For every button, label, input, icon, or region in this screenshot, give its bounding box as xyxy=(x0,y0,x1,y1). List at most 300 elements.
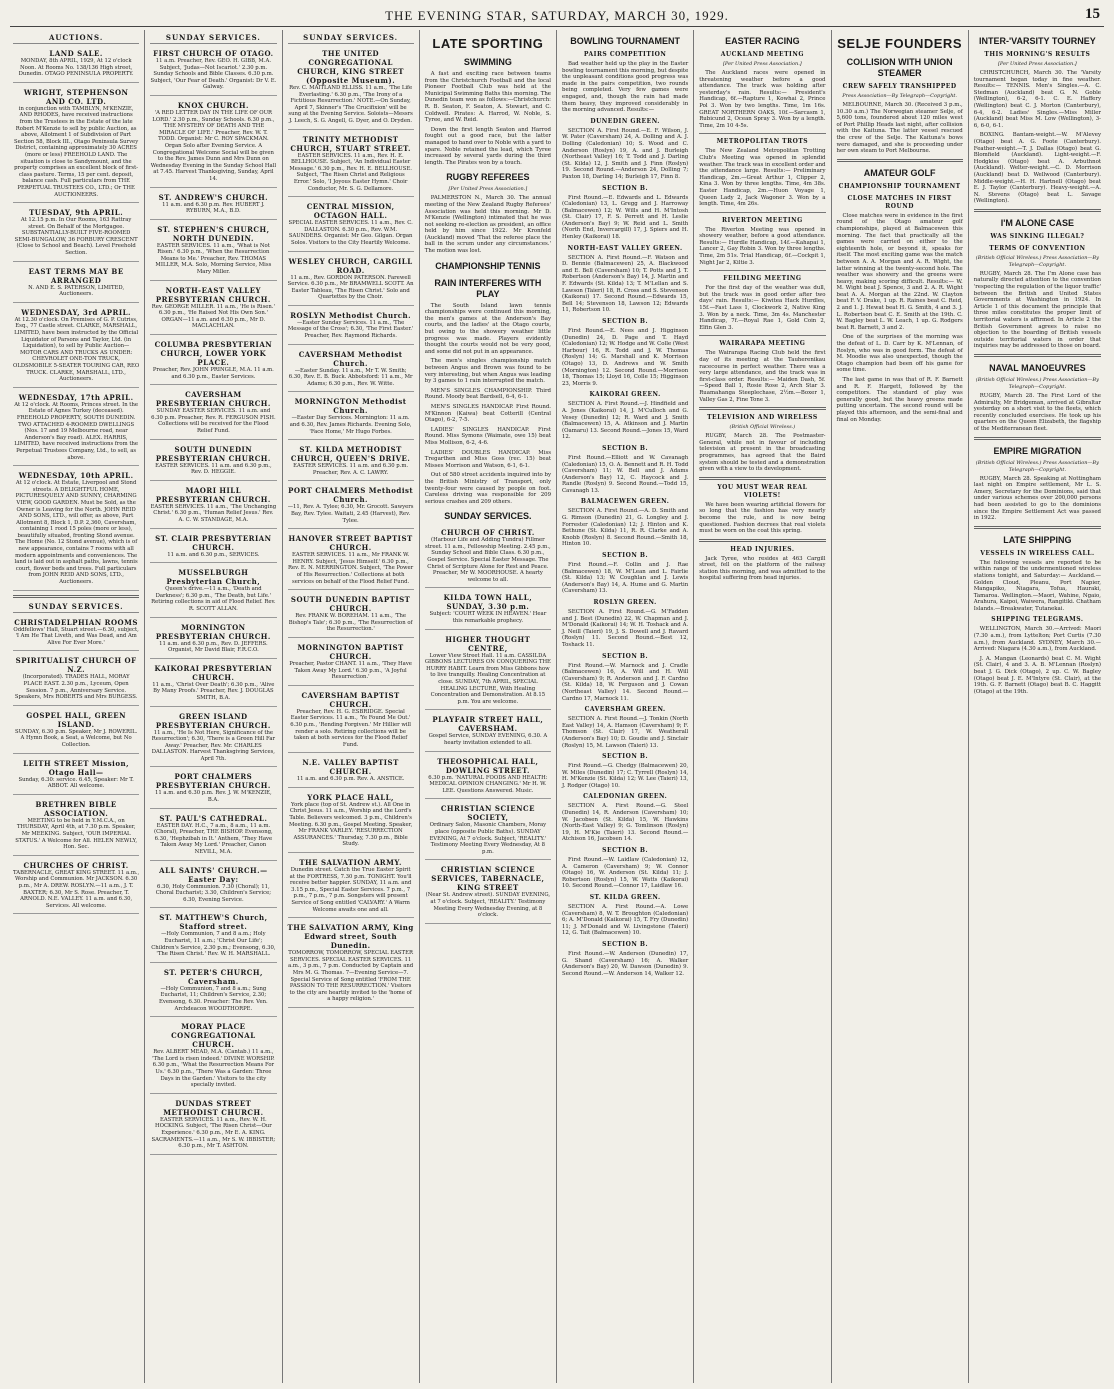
ad-title: GOSPEL HALL, GREEN ISLAND. xyxy=(26,710,126,729)
ad-body: MEETING to be held in Y.M.C.A., on THURSDAY, April 4th, at 7.30 p.m. Speaker, Mr MEEKING. Subject, 'OUR IMPERIAL STATUS.' A Welcome for All. HELEN NEWLY, Hon. Sec. xyxy=(15,817,138,851)
classified-ad xyxy=(288,199,414,251)
ad-body: 11 a.m. and 6.30 p.m. Rev. A. ANSTICE. xyxy=(296,776,405,783)
subheadline: CLOSE MATCHES IN FIRST ROUND xyxy=(847,194,952,210)
ad-body: EASTER SERVICES. 11 a.m., 'What is Not Risen.' 6.30 p.m., 'When the Resurrection Means to Me.' Preacher, Rev. THOMAS MILLER, M.A. Solo, Morning Service, Miss Mary Miller. xyxy=(155,242,272,276)
article-text: MEN'S SINGLES HANDICAP. First Round. M'Kinnon (Kaiwa) beat Cotterill (Central Otago), 6-2, 7-5. xyxy=(424,403,551,424)
classified-ad xyxy=(288,483,414,529)
ad-body: (Near St. Andrew street). SUNDAY EVENING, at 7 o'clock. Subject, 'REALITY.' Testimony Meeting Every Wednesday Evening, at 8 o'clock. xyxy=(425,892,551,919)
headline: INTER-'VARSITY TOURNEY xyxy=(979,36,1096,46)
service-ads xyxy=(288,46,414,1008)
ad-title: CHURCHES OF CHRIST. xyxy=(23,860,129,870)
classified-ad xyxy=(288,688,414,754)
ad-title: CAVERSHAM Methodist Church. xyxy=(298,349,403,368)
section-heading: SUNDAY SERVICES. xyxy=(150,33,276,44)
classified-ad xyxy=(150,863,276,909)
headline: EASTER RACING xyxy=(725,36,800,46)
green-heading: ROSLYN GREEN. xyxy=(593,599,657,606)
ad-body: Sunday, 6.30: service. 6.45, Speaker: Mr T. ABBOT. All welcome. xyxy=(18,776,134,790)
classified-ad xyxy=(288,855,414,918)
green-heading: SECTION B. xyxy=(602,847,649,855)
subheadline: AUCKLAND MEETING xyxy=(720,51,804,58)
ad-body: EASTER SERVICES. 11 a.m., Mr FRANK W. HENRY. Subject, 'Jesus Himself.' 6.30 p.m., Rev. E. N. MERRINGTON. Subject, 'The Power of His Resurrection.' Collections at both services on behalf of the Flood Relief Fund. xyxy=(288,552,414,585)
ad-body: Gospel Service, SUNDAY EVENING, 6.30. A hearty invitation extended to all. xyxy=(428,733,548,746)
article-text: The South Island lawn tennis championships were continued this morning, the men's games at the Anderson's Bay courts, and the ladies' at the Otago courts, but owing to the showery weather little progress was made. Players evidently thought the courts would not be very good, and some did not put in an appearance. xyxy=(424,302,551,355)
classified-ad xyxy=(13,468,139,591)
article-text: A fast and exciting race between teams from the Christchurch Football and the local Pioneer Football Club was held at the Municipal Swimming Baths this morning. The Dunedin team won as follows:—Christchurch: R. B. Seaton, F. Seaton, A. Stewart, and C. Coldwell. Pirates: A. Harrod, W. Noble, S. Tyree, and W. Reid. xyxy=(424,71,551,124)
divider xyxy=(699,212,825,213)
classified-ad xyxy=(150,283,276,335)
classified-ad xyxy=(150,769,276,808)
classified-ad xyxy=(13,305,139,388)
ad-body: Rev. C. MAITLAND ELLISS. 11 a.m., 'The Life Everlasting.' 6.30 p.m., 'The Irony of a Fictitious Resurrection.' NOTE.—On Sunday, April 7, Skinner's 'The Crucifixion' will be sung at the Evening Service. Soloists—Messrs J. Leech, S. G. Angell, G. Dyer, and O. Dryden. xyxy=(288,85,413,124)
ad-title: MORNINGTON BAPTIST CHURCH. xyxy=(297,642,404,661)
subheadline: WAS SINKING ILLEGAL? xyxy=(990,232,1085,240)
headline: NAVAL MANOEUVRES xyxy=(989,363,1086,373)
service-ads xyxy=(425,525,551,923)
ad-title: PLAYFAIR STREET HALL, CAVERSHAM. xyxy=(432,715,544,734)
ad-body: (Harbour Life and Adding Tundra) Fillmer street. 11 a.m., Fellowship Meeting. 2.45 p.m., Sunday School and Bible Class. 6.30 p.m., Gospel Service. Special Easter Message. The Christ of Scripture Alone for Rest and Peace. Preacher, Mr W. MOORHOUSE. A hearty welcome to all. xyxy=(425,537,551,583)
section-headline: SWIMMING xyxy=(463,57,512,67)
credit-line: (British Official Wireless.) xyxy=(729,424,796,431)
ad-title: MUSSELBURGH Presbyterian Church, xyxy=(166,568,261,587)
ad-title: WEDNESDAY, 3rd APRIL. xyxy=(21,307,131,317)
green-heading: SECTION B. xyxy=(602,753,649,761)
green-results-text: First Round.—E. Nees and J. Higginson (Dunedin) 24, D. Page and T. Hayd (Caledonian) 12; W. Hodge and W. Colle (West Harbour) 16, R. Todd and J. W. Thomas (Roslyn) 14; G. Marshall and K. Morrison (Otago) 13, D. Andrews and W. Smith (Mornington) 12. Second Round.—Morrison 18, Thomas 15; Lloyd 16, Colle 15; Higginson 23, Morris 9. xyxy=(562,328,689,387)
ad-body: Rev. ALBERT MEAD, M.A. (Cantab.) 11 a.m., 'The Lord is risen indeed.' DIVINE WORSHIP. 6.30 p.m., 'What the Resurrection Means For Us.' 6.30 p.m., 'There Was a Garden: Three Days in the Garden.' Visitors to the city specially invited. xyxy=(152,1049,275,1089)
ad-title: KAIKORAI PRESBYTERIAN CHURCH. xyxy=(154,663,273,682)
green-results-text: SECTION A. First Round.—G. M'Fadden and J. Best (Dunedin) 22, W. Chapman and J. M'Donald (Kaikorai) 14; W. H. Toshack and A. J. Neill (Taieri) 19, J. S. Dowell and J. Ravard (Roslyn) 11. Second Round.—Best 12, Toshack 11. xyxy=(562,609,689,648)
big-headline: LATE SPORTING xyxy=(432,36,544,51)
classified-ad xyxy=(150,1096,276,1155)
classified-ad xyxy=(288,755,414,788)
ad-body: Preacher, Rev. JOHN PRINGLE, M.A. 11 a.m. and 6.30 p.m., Easter Services. xyxy=(152,367,274,380)
subheadline: TERMS OF CONVENTION xyxy=(989,244,1086,252)
green-results-text: SECTION A. First Round.—J. Tonkin (North East Valley) 14, A. Hamson (Caversham) 9; F. Thomson (St. Clair) 17, W. Weatherall (Anderson's Bay) 10; D. Goudie and J. Sinclair (Roslyn) 15, M. Lawson (Taieri) 13. xyxy=(562,716,689,749)
divider xyxy=(699,477,825,480)
subheadline: TELEVISION AND WIRELESS xyxy=(707,414,818,422)
headline: LATE SHIPPING xyxy=(1003,534,1072,545)
ad-title: ROSLYN Methodist Church. xyxy=(290,310,412,320)
credit-line: (British Official Wireless.) Press Association—By Telegraph—Copyright. xyxy=(975,459,1099,473)
ad-body: SUNDAY, 6.30 p.m. Speaker, Mr J. ROWERIL. A Hymn Book, a Seat, a Welcome, but No Collection. xyxy=(14,728,138,748)
credit-line: Press Association—By Telegraph—Copyright. xyxy=(842,93,958,99)
ad-title: THEOSOPHICAL HALL, DOWLING STREET. xyxy=(437,756,539,775)
article-text: The men's singles championship match between Angus and Brown was found to be very interesting, but when Angus was leading by 3 games to 1 rain interrupted the match. xyxy=(424,358,551,385)
section-heading: SUNDAY SERVICES. xyxy=(13,602,139,613)
ad-title: ST. PETER'S CHURCH, Caversham. xyxy=(163,967,263,986)
green-heading: SECTION B. xyxy=(602,318,649,325)
headline: BOWLING TOURNAMENT xyxy=(570,36,681,46)
article-text: LADIES' DOUBLES HANDICAP. Miss Tregarthen and Miss Goss (rec. 15) beat Misses Morrison and Watson, 6-1, 6-1. xyxy=(424,449,551,469)
classified-ad xyxy=(288,790,414,853)
divider xyxy=(699,539,825,542)
ad-title: KNOX CHURCH. xyxy=(177,100,249,110)
section-headline: RUGBY REFEREES xyxy=(446,172,530,183)
column-late-sporting xyxy=(420,30,557,1383)
classified-ad xyxy=(150,190,276,220)
ad-body: (Incorporated). TRADES HALL, MORAY PLACE EAST. 2.30 p.m., Lyceum, Open Session. 7 p.m., Anniversary Service. Speakers, Mrs ROBERTS and Mrs BURGESS. xyxy=(14,674,138,701)
section-heading: SUNDAY SERVICES. xyxy=(288,33,414,44)
ad-body: —Easter Sunday. 11 a.m., Mr T. W. Smith; 6.30, Rev. E. B. Buck. Abbotsford: 11 a.m., Mr Adams; 6.30 p.m., Rev. W. Witte. xyxy=(288,367,413,387)
service-ads xyxy=(150,46,276,1155)
green-results-text: First Round.—G. Chedgy (Balmacewen) 20, W. Miles (Dunedin) 17; C. Tyrrell (Roslyn) 14, H. M'Kenzie (St. Kilda) 12; W. Lee (Taieri) 13, J. Rodger (Otago) 10. xyxy=(562,763,689,789)
classified-ad xyxy=(13,858,139,915)
ad-body: EASTER SERVICES. 11 a.m., Rev. H. E. BELLHOUSE. Subject, 'An Individual Easter Message.' 6.30 p.m., Rev. H. E. BELLHOUSE. Subject, 'The Risen Christ and Religious Error.' Solo, 'I Joyous Easter Hymn.' Choir Conductor, Mr. S. G. Dellamore. xyxy=(289,152,412,192)
green-results-text: SECTION A. First Round.—A. D. Smith and G. Rimson (Dunedin) 21, G. Longley and J. Forrester (Caledonian) 12; J. Hinton and K. Bethune (St. Kilda) 11, R. R. Clarke and A. Knobb (Roslyn) 8. Second Round.—Smith 18, Hinton 10. xyxy=(562,508,689,548)
ad-title: ALL SAINTS' CHURCH.—Easter Day: xyxy=(159,865,268,884)
article-text: One of the surprises of the morning was the defeat of L. D. Carr by K. M'Lennan, of Roslyn, who was in good form. The defeat of M. Moodie was also unexpected, though the Otago champion had been off his game for some time. xyxy=(836,334,963,374)
ad-title: THE UNITED CONGREGATIONAL CHURCH, KING STREET (Opposite Museum). xyxy=(297,49,405,85)
headline: I'M ALONE CASE xyxy=(1000,217,1075,228)
ad-title: HANOVER STREET BAPTIST CHURCH. xyxy=(288,534,413,553)
classified-ad xyxy=(13,264,139,303)
classified-ad xyxy=(425,801,551,860)
ad-body: N. AND E. S. PATERSON, LIMITED, Auctioneers. xyxy=(28,284,125,298)
green-heading: BALMACEWEN GREEN. xyxy=(580,498,670,506)
green-heading: NORTH-EAST VALLEY GREEN. xyxy=(567,244,683,252)
subheadline: CREW SAFELY TRANSHIPPED xyxy=(842,83,957,90)
green-results-text: SECTION A. First Round.—G. Steel (Dunedin) 14, R. Anderson (Caversham) 10; W. Jacobsen (St. Kilda) 15, W. Hawkins (North-East Valley) 9; G. Tomlinson (Roslyn) 19, H. M'Kie (Taieri) 13. Second Round.—Atchison 16, Jacobsen 14. xyxy=(562,803,689,843)
article-text: MEN'S SINGLES CHAMPIONSHIP. Third Round. Moody beat Bardsell, 6-4, 6-1. xyxy=(424,387,551,401)
article-text: The New Zealand Metropolitan Trotting Club's Meeting was opened in splendid weather. The track was in excellent order and the attendance large. Results:— Preliminary Handicap, 2m.—Great Arthur 1, Clipper 2, Kina 3. Won by three lengths. Time, 4m 38s. Easter Handicap, 2m.—Huon Voyage 1, Queen Lady 2, Jack Wagoner 3. Won by a length. Time, 4m 26s. xyxy=(699,148,826,208)
ad-body: —11, Rev. A. Tylee; 6.30, Mr. Grocott. Sawyers Bay, Rev. Tylee. Waitati, 2.45 (Harvest), Rev. Tylee. xyxy=(287,504,414,524)
ad-title: BRETHREN BIBLE ASSOCIATION. xyxy=(35,799,117,818)
subheadline: CHAMPIONSHIP TOURNAMENT xyxy=(838,182,961,190)
divider xyxy=(974,437,1101,440)
classified-ad xyxy=(150,565,276,617)
subheadline: METROPOLITAN TROTS xyxy=(716,138,809,146)
article-text: RUGBY, March 28. The Postmaster-General, while not in favour of including television at present in the broadcasting programmes, has agreed that the Baird system should be tested and a demonstration given with a view to its development. xyxy=(699,433,826,473)
ad-title: KILDA TOWN HALL, SUNDAY, 3.30 p.m. xyxy=(443,593,533,612)
article-intro: Bad weather held up the play in the Easter bowling tournament this morning, but despite the unpleasant conditions good progress was made in the pairs competition, two rounds being completed. Very few games were engaged, and, though the rain had made them heavy, they improved considerably in the morning advanced. Results:— xyxy=(562,61,689,114)
section-headline: CHAMPIONSHIP TENNIS xyxy=(435,260,541,271)
ad-title: FIRST CHURCH OF OTAGO. xyxy=(153,49,274,58)
ad-body: 'A RED LETTER DAY IN THE LIFE OF OUR LORD.' 2.30 p.m., Sunday Schools. 6.30 p.m., 'THE MYSTERY OF DEATH AND THE MIRACLE OF LIFE.' Preacher, Rev. W. T. TODD. Organist: Mr C. ROY SPACKMAN. Organ Solo after Evening Service. A Congregational Welcome Social will be given to the Rev. James Dunn and Mrs Dunn on Wednesday Evening in the Sunday School Hall at 7.45. Harvest Thanksgiving, Sunday, April 14. xyxy=(150,109,277,182)
ad-body: Preacher, Rev. H. G. ESBRIDGE. Special Easter Services. 11 a.m., 'Ye Found Me Out.' 6.30 p.m., 'Rending Forgiven.' Mr Hillier will render a solo. Retiring collections will be taken at both services for the Flood Relief Fund. xyxy=(290,708,411,748)
article-text: MELBOURNE, March 30. (Received 3 p.m., 10.30 a.m.) The Norwegian steamer Selje, of 5,600 tons, foundered about 120 miles west of Port Phillip Heads last night, after collision with the Kaituna. The latter vessel rescued the crew of the Selje. The Kaituna's bows were damaged, and she is proceeding under her own steam to Port Melbourne. xyxy=(836,102,963,155)
ad-title: ST. PAUL'S CATHEDRAL. xyxy=(159,813,268,823)
ad-body: in conjunction with TAMBLYN, M'KENZIE, AND RHODES, have received instructions from the Trustees in the Estate of the late Robert M'Kenzie to sell by public Auction, as above, Allotment 1 of Subdivision of Part Section 58, Block III., Otago Peninsula Survey District, containing approximately 30 ACRES (more or less) FREEHOLD LAND. The situation is close to Sandymount, and the property comprises an excellent block of first-class pasture. Terms, 15 per cent. deposit, balance cash. Full particulars from THE PERPETUAL TRUSTEES CO., LTD.; Or THE AUCTIONEERS. xyxy=(14,105,139,198)
green-heading: SECTION B. xyxy=(602,444,649,452)
classified-ad xyxy=(288,920,414,1008)
classified-ad xyxy=(425,862,551,923)
ad-body: SUNDAY EASTER SERVICES. 11 a.m. and 6.30 p.m. Preacher, Rev. R. FERGUSON FISH. Collections will be received for the Flood Relief Fund. xyxy=(151,408,276,434)
ad-title: NORTH-EAST VALLEY PRESBYTERIAN CHURCH. xyxy=(155,285,271,304)
big-headline: SELJE FOUNDERS xyxy=(837,36,962,51)
ad-body: Oddfellows' Hall, Stuart street.—6.30, subject, 'I Am He That Liveth, and Was Dead, and Am Alive For Ever More.' xyxy=(13,626,139,646)
article-text: PALMERSTON N., March 30. The annual meeting of the New Zealand Rugby Referees' Association was held this morning. Mr D. M'Kenzie (Wellington) intimated that he was not seeking re-election as president, an office held by him since 1922. Mr Kronfeld (Auckland) moved 'That the referee place the ball in the scrum under any circumstances.' The motion was lost. xyxy=(424,195,551,255)
article-text: For the first day of the weather was dull, but the track was in good order after two days' rain. Results:— Kiwitea Hack Hurdles, 15f.—Fast Lass 1, Clockwork 2, Native King 3. Won by a neck. Time, 3m 4s. Manchester Handicap, 7f.—Royal Rae 1, Gold Coin 2, Elfin Glen 3. xyxy=(699,285,826,331)
divider xyxy=(699,335,825,336)
ad-body: 11 a.m. and 6.30 p.m., Rev. D. JEFFERS. Organist, Mr David Blair, F.R.C.O. xyxy=(159,640,268,654)
section-heading: AUCTIONS. xyxy=(13,33,139,44)
article-text: Down the first length Seaton and Harrod fought out a good race, but the latter managed to hand over to Noble with a yard to spare. Noble retained the lead, which Tyree increased by several yards during the third length. The Pirates won by a touch. xyxy=(424,126,551,166)
ad-body: Lower View Street Hall. 11 a.m. CASSILDA GIBBONS LECTURES ON CONQUERING THE HURRY HABIT. Learn from Miss Gibbons how to live tranquilly. Healing Concentration at close. SUNDAY, 7th APRIL, SPECIAL HEALING LECTURE, With Healing Concentration and Demonstration. At 8.15 p.m. You are welcome. xyxy=(424,652,551,705)
ad-body: 11 a.m., 'He Is Not Here, Significance of the Resurrection'; 6.30, 'There is a Green Hill Far Away.' Preacher, Rev. Mr. CHARLES DALLASTON. Harvest Thanksgiving Services, April 7th. xyxy=(151,729,276,762)
classified-ad xyxy=(288,442,414,481)
article-text: Out of 580 street accidents inquired into by the British Ministry of Transport, only twenty-four were caused by people on foot. Careless driving was responsible for 209 serious crashes and 209 others. xyxy=(424,472,551,505)
article-text: BOXING. Bantam-weight.—W. M'Alevey (Otago) beat A. G. Foote (Canterbury). Feather-weight.—T. J. Dallas (Otago) beat G. Blomfield (Auckland). Light-weight.—F. Hodgkiss (Otago) beat A. Arbuthnot (Auckland). Welter-weight.—C. D. Morrison (Auckland) beat D. Wellwood (Canterbury). Middle-weight.—H. H. Hartnell (Otago) beat E. J. Taylor (Canterbury). Heavy-weight.—A. N. Stevens (Otago) beat L. Savage (Wellington). xyxy=(973,132,1101,205)
ad-title: MORNINGTON PRESBYTERIAN CHURCH. xyxy=(155,622,271,641)
subheadline: RIVERTON MEETING xyxy=(721,216,803,224)
classified-ad xyxy=(150,387,276,439)
ad-title: DUNDAS STREET METHODIST CHURCH. xyxy=(163,1098,264,1117)
article-text: The last game in was that of R. F. Barnett and R. F. Hargett, followed by the competitors. The standard of play was generally good, but the heavy greens made putting uncertain. The second round will be played this afternoon, and the semi-final and final on Monday. xyxy=(836,377,963,423)
classified-ad xyxy=(13,390,139,466)
ad-body: 11 a.m. and 6.30 p.m. Rev. HUBERT J. RYBURN, M.A., B.D. xyxy=(162,201,265,215)
classified-ad xyxy=(288,640,414,686)
green-heading: CAVERSHAM GREEN. xyxy=(584,706,666,714)
column-sunday-services xyxy=(145,30,282,1383)
column-sunday-services-2 xyxy=(283,30,420,1383)
classified-ad xyxy=(150,661,276,707)
green-heading: SECTION B. xyxy=(602,940,649,948)
divider xyxy=(974,526,1101,529)
classified-ad xyxy=(13,708,139,754)
green-results-text: First Round.—F. Collin and J. Rae (Balmacewen) 18, W. M'Lean and L. Fairlie (St. Kilda) 13; W. Coughlan and J. Lewis (Anderson's Bay) 14, A. Hume and G. Martin (Caversham) 13. xyxy=(562,562,689,595)
ad-title: ST. KILDA METHODIST CHURCH, QUEEN'S DRIVE. xyxy=(290,445,411,464)
ad-body: At 12.15 p.m. In Our Rooms, 163 Rattray street. On Behalf of the Mortgagee. SUBSTANTIALLY-BUILT FIVE-ROOMED SEMI-BUNGALOW, 36 FORBURY CRESCENT (Close to School and Beach). Level Freehold Section. xyxy=(14,217,138,257)
headline: COLLISION WITH UNION STEAMER xyxy=(846,57,953,78)
column-easter-racing xyxy=(694,30,831,1383)
article-text: The Auckland races were opened in threatening weather before a good attendance. The track was holding after yesterday's rain. Results:— President's Handicap, 6f.—Rapture 1, Kowhai 2, Prince Pol 3. Won by two lengths. Time, 1m 16s. GREAT NORTHERN OAKS, 10f.—Sarcasm 1, Rubicund 2, Ocean Spray 3. Won by a length. Time, 2m 10 4-5s. xyxy=(699,70,826,129)
article-text: WELLINGTON, March 30.—Arrived: Maori (7.30 a.m.), from Lyttelton; Port Curtis (7.30 a.m.), from Auckland. SYDNEY, March 30.—Arrived: Niagara (4.30 a.m.), from Auckland. xyxy=(973,626,1101,653)
green-results-text: SECTION A. First Round.—J. Hindfield and A. Jones (Kaikorai) 14, J. M'Culloch and G. Vesey (Dunedin) 12; R. Ward and J. Smith (Balmacewen) 15, A. Atkinson and J. Martin (Oamaru) 13. Second Round.—Jones 15, Ward 12. xyxy=(562,401,689,441)
column-auctions xyxy=(8,30,145,1383)
classified-ad xyxy=(425,525,551,588)
classified-ad xyxy=(150,620,276,659)
classified-ad xyxy=(288,531,414,590)
ad-title: PORT CHALMERS PRESBYTERIAN CHURCH. xyxy=(155,772,271,791)
classified-ad xyxy=(425,754,551,800)
green-results-text: First Round.—W. Anderson (Dunedin) 17, G. Shand (Caversham) 16; A. Walker (Anderson's Bay) 20, W. Dawson (Dunedin) 9. Second Round.—W. Anderson 14, Walker 12. xyxy=(562,950,689,977)
ad-body: Ordinary Salon, Masonic Chambers, Moray place (opposite Public Baths). SUNDAY EVENING, At 7 o'clock. Subject, 'REALITY.' Testimony Meeting Every Wednesday, At 8 p.m. xyxy=(429,822,547,855)
subheadline: PAIRS COMPETITION xyxy=(583,51,667,58)
ad-title: YORK PLACE HALL, xyxy=(307,792,394,802)
credit-line: (British Official Wireless.) Press Association—By Telegraph—Copyright. xyxy=(975,254,1099,268)
ad-body: Rev. FRANK W. BOREHAM. 11 a.m., 'The Bishop's Tale'; 6.30 p.m., 'The Resurrection of the Resurrection.' xyxy=(288,613,413,633)
ad-title: GREEN ISLAND PRESBYTERIAN CHURCH. xyxy=(155,711,271,730)
ad-body: EASTER SERVICES. 11 a.m., Rev. W. H. HOCKING. Subject, 'The Risen Christ—Our Experience.' 6.30 p.m., Mr E. A. KING. SACRAMENTS.—11 a.m., Mr S. W. IBBISTER; 6.30 p.m., Mr T. ASHTON. xyxy=(151,1116,276,1150)
ad-body: Preacher, Pastor CHANT. 11 a.m., 'They Have Taken Away My Lord.' 6.30 p.m., 'A Joyful Resurrection.' xyxy=(289,660,412,681)
classified-ad xyxy=(288,308,414,345)
classified-ad xyxy=(288,394,414,440)
classified-ad xyxy=(288,347,414,393)
classified-ad xyxy=(425,590,551,629)
ad-body: EASTER SERVICES. 11 a.m. and 6.30 p.m., Rev. D. HEGGIE. xyxy=(155,462,272,476)
subheadline: WAIRARAPA MEETING xyxy=(719,340,806,348)
credit-line: [Per United Press Association.] xyxy=(448,186,528,193)
column-inter-varsity xyxy=(969,30,1106,1383)
green-heading: SECTION B. xyxy=(602,184,649,192)
ad-body: TABERNACLE, GREAT KING STREET. 11 a.m., Worship and Communion. Mr JACKSON. 6.30 p.m., Mr A. DREW. ROSLYN.—11 a.m., J. T. BAXTER; 6.30, Mr S. Rose. Preacher, T. ARNOLD. N.E. VALLEY. 11 a.m. and 6.30, Services. All welcome. xyxy=(13,869,140,909)
divider xyxy=(699,133,825,134)
article-text: Close matches were in evidence in the first round of the Otago amateur golf championships, played at Balmacewen this morning. The fact that practically all the games were carried on either to the eighteenth hole, or beyond it, speaks for itself. The most exciting game was the match between A. A. Morgan and A. R. Wight, the latter winning at the twenty-second hole. The weather was showery and the greens were heavy, making scoring difficult. Results:— W. M. Wight beat J. Spence, 3 and 2. A. R. Wight beat A. A. Morgan at the 22nd. W. Clayton beat F. V. Drake, 1 up. R. Raines beat C. Reid, 2 and 1. J. Hewat beat H. G. Smith, 4 and 3. J. L. Robertson beat C. E. Smith at the 19th. C. W. Bagley beat L. W. Leach, 1 up. G. Rodgers beat R. Barnett, 3 and 2. xyxy=(836,212,963,331)
ad-body: —Holy Communion, 7 and 8 a.m.; Sung Eucharist, 11; Children's Service, 2.30; Evensong, 6.30. Preacher: The Rev. Ven. Archdeacon WOODTHORPE. xyxy=(159,985,268,1012)
column-bowling xyxy=(557,30,694,1383)
masthead xyxy=(10,6,1104,27)
green-results-text: First Round.—E. Edwards and L. Edwards (Caledonian) 13, L. Gregg and J. Harroway (Balmacewen) 12; W. Wills and H. M'Intosh (St. Clair) 17, F. S. Perrett and H. Leslie (Anderson's Bay) 9; W. Reid and L. Smith (North End, Invercargill) 17, J. Spiers and H. Henley (Kaikorai) 18. xyxy=(562,194,689,241)
article-text: RUGBY, March 28. Speaking at Nottingham last night on Empire settlement, Mr L. S. Amery, Secretary for the Dominions, said that under various schemes over 200,000 persons had been assisted to go to the dominions since the Empire Settlement Act was passed in 1922. xyxy=(973,475,1101,522)
classified-ad xyxy=(150,98,276,188)
classified-ad xyxy=(288,592,414,638)
classified-ad xyxy=(13,756,139,795)
section-headline: RAIN INTERFERES WITH PLAY xyxy=(434,277,542,299)
ad-body: 6.30 p.m. 'NATURAL FOODS AND HEALTH: MEDICAL OPINION CHANGING.' Mr H. W. LEE. Questions Answered. Music. xyxy=(428,774,548,794)
ad-title: CHRISTIAN SCIENCE SERVICES, TABERNACLE, KING STREET xyxy=(431,865,545,893)
classified-ad xyxy=(150,442,276,481)
subheadline: THIS MORNING'S RESULTS xyxy=(984,51,1091,58)
green-results-text: First Round.—W. Laidlaw (Caledonian) 12, A. Cameron (Caversham) 9; W. Connor (Otago) 16, W. Anderson (St. Kilda) 11; J. Robertson (Roslyn) 15, W. Watts (Kaikorai) 10. Second Round.—Connor 17, Laidlaw 16. xyxy=(562,857,689,890)
classified-ad xyxy=(150,965,276,1017)
divider xyxy=(13,595,139,598)
ad-title: ST. MATTHEW'S Church, Stafford street. xyxy=(159,913,268,932)
ad-body: York place (top of St. Andrew st.). All One in Christ Jesus. 11 a.m., Worship and the Lord's Table. Believers welcomed. 3 p.m., Children's Meeting. 6.30 p.m., Gospel Meeting. Speaker, Mr FRANK VARLEY. 'RESURRECTION ASSURANCES.' Thursday, 7.30 p.m., Bible Study. xyxy=(288,801,413,848)
ad-body: EASTER SERVICES. 11 a.m. and 6.30 p.m. Preacher, Rev. A. C. LAWRY. xyxy=(293,463,409,476)
classified-ad xyxy=(288,46,414,130)
article-text: The following vessels are reported to be within range of the undermentioned wireless stations tonight, and Saturday:— Auckland.—Golden Cloud, Pleanu, Port Napier, Mangapiko, Niagara, Tofua, Hauraki, Tamaroa. Wellington.—Maori, Wahine, Ngaio, Arahura, Kaipoi, Waiwera, Rangitiki. Chatham Islands.—Breakwater, Tutanekai. xyxy=(973,559,1101,612)
ad-title: CAVERSHAM BAPTIST CHURCH. xyxy=(301,690,400,709)
classified-ad xyxy=(13,797,139,856)
ad-body: —Easter Sunday Services. 11 a.m., 'The Message of the Cross'; 6.30, 'The First Easter.' Preacher, Rev. Raymond Richards. xyxy=(287,319,414,340)
ad-body: At 12.30 o'clock. On Premises of G. P. Cutriss, Esq., 77 Castle street. CLARKE, MARSHALL, LIMITED, have been instructed by the Official Liquidator of Parsons and Taylor, Ltd. (in Liquidation), to sell by Public Auction— MOTOR CARS AND TRUCKS AS UNDER: CHEVROLET ONE-TON TRUCK, OLDSMOBILE 5-SEATER TOURING CAR, REO TRUCK. CLARKE, MARSHALL, LTD., Auctioneers. xyxy=(13,316,140,383)
classified-ad xyxy=(288,132,414,198)
article-text: We have been wearing artificial flowers for so long that the fashion has very nearly become the rule, and is now being questioned. Fashion decrees that real violets must be worn on the coat this spring. xyxy=(699,501,826,535)
classified-ad xyxy=(425,712,551,751)
green-results-text: First Round.—W. Marnock and J. Cradle (Balmacewen) 16, A. Will and H. Will (Caversham) 9; R. Anderson and J. F. Cardno (St. Kilda) 18, W. Ferguson and J. Cowan (Northeast Valley) 14. Second Round.—Cardno 17, Marnock 11. xyxy=(562,662,689,702)
ad-title: EAST TERMS MAY BE ARRANGED xyxy=(28,266,124,285)
ad-title: THE SALVATION ARMY, King Edward street, South Dunedin. xyxy=(287,923,414,951)
ad-body: Queen's drive.—11 a.m., 'Death and Darkness'; 6.30 p.m., 'The Death, but Life.' Retiring collections in aid of Flood Relief. Rev. R. SCOTT ALLAN. xyxy=(151,586,276,612)
subheadline: YOU MUST WEAR REAL VIOLETS! xyxy=(717,483,808,499)
classified-ad xyxy=(150,531,276,564)
ad-body: EASTER DAY. H.C., 7 a.m., 8 a.m., 11 a.m. (Choral), Preacher, THE BISHOP. Evensong, 6.30, 'Hephzibah in It.' Anthem, 'They Have Taken Away My Lord.' Preacher, Canon NEVILL, M.A. xyxy=(154,822,273,856)
article-text: CHRISTCHURCH, March 30. The 'Varsity tournament began today in fine weather. Results:— TENNIS. Men's Singles.—A. C. Stedman (Auckland) beat G. N. Goble (Wellington), 6-2, 6-1. C. E. Haffery (Wellington) beat C. J. Morton (Canterbury), 6-4, 6-2. Ladies' Singles.—Miss Miller (Auckland) beat Miss M. Low (Wellington), 3-6, 6-0, 6-1. xyxy=(973,70,1101,129)
ad-title: ST. STEPHEN'S CHURCH, NORTH DUNEDIN. xyxy=(157,224,270,243)
ad-body: 11 a.m. Preacher, Rev. GEO. H. GIBB, M.A. Subject, 'Judas—Not Iscariot.' 2.30 p.m. Sunday Schools and Bible Classes. 6.30 p.m. Subject, 'Our Fear of Death.' Organist: Dr V. E. Galway. xyxy=(150,58,277,91)
green-heading: SECTION B. xyxy=(602,652,649,660)
ad-title: WRIGHT, STEPHENSON AND CO. LTD. xyxy=(23,87,129,106)
ad-title: MORAY PLACE CONGREGATIONAL CHURCH. xyxy=(171,1022,256,1050)
ad-body: —Easter Day Services. Mornington: 11 a.m. and 6.30, Rev. James Richards. Evening Solo, 'Face Home,' Mr Hugo Forbes. xyxy=(289,415,412,435)
divider xyxy=(699,270,825,271)
article-text: RUGBY, March 28. The First Lord of the Admiralty, Mr Bridgeman, arrived at Gibraltar yesterday on a short visit to the fleets, which recently concluded exercises. He took up his quarters on the Queen Elizabeth, the flagship of the Mediterranean fleet. xyxy=(973,393,1101,432)
ad-title: WEDNESDAY, 17th APRIL. xyxy=(18,392,134,402)
ad-body: Dunedin street. Catch the True Easter Spirit at the FORTRESS, 7.30 p.m. TONIGHT. You'll receive better happier. SUNDAY, 11 a.m. and 3.15 p.m., Special Easter Services. 7 p.m., 7 p.m., 7 p.m., 7 p.m. Songsters will present Service of Song entitled 'CALVARY.' A Warm Welcome awaits one and all. xyxy=(289,867,412,913)
credit-line: [Per United Press Association.] xyxy=(997,61,1077,67)
green-results-text: First Round.—Elliott and W. Cavanagh (Caledonian) 15, O. A. Bennett and R. H. Todd (Caversham) 11; W. Bell and J. Adams (Anderson's Bay) 12, C. Haycock and J. Randle (Roslyn) 9. Second Round.—Todd 15, Cavanagh 13. xyxy=(562,454,689,494)
ad-body: EASTER SERVICES. 11 a.m., 'The Unchanging Christ.' 6.30 p.m., 'Human Relief Jesus.' Rev. A. C. W. STANDAGE, M.A. xyxy=(150,503,277,523)
ad-body: 11 a.m. and 6.30 p.m. Rev. J. W. M'KENZIE, B.A. xyxy=(155,790,272,804)
ad-title: SPIRITUALIST CHURCH OF N.Z. xyxy=(15,656,137,675)
classified-ad xyxy=(425,632,551,711)
ad-title: CHRISTIAN SCIENCE SOCIETY, xyxy=(440,804,535,823)
ad-body: At 12 o'clock. At Rooms, Princes street. In the Estate of Agnes Turkey (deceased). FREEHOLD PROPERTY, SOUTH DUNEDIN. TWO ATTACHED 4-ROOMED DWELLINGS (Nos. 17 and 19 Melbourne road, near Anderson's Bay road). ALEX. HARRIS, LIMITED, have received instructions from the Perpetual Trustees Company, Ltd., to sell, as above. xyxy=(14,401,138,461)
subheadline: FEILDING MEETING xyxy=(723,275,802,283)
article-text: The Wairarapa Racing Club held the first day of its meeting at the Tauherenikau racecourse in perfect weather. There was a very large attendance, and the track was in first-class order. Results:— Maiden Dash, 5f.—Speed Ball 1, Rosie Rose 2, Arch Star 3. Ruamahanga Steeplechase, 2½m.—Boxer 1, Valley Gas 2, Fine Tone 3. xyxy=(699,350,826,403)
green-heading: KAIKORAI GREEN. xyxy=(589,391,661,399)
ad-body: SPECIAL EASTER SERVICES. 11 a.m., Rev. C. DALLASTON. 6.30 p.m., Rev. W.M. SAUNDERS. Organist: Mr Geo. Gilgan. Organ Solos. Visitors to the City Heartily Welcome. xyxy=(288,220,413,246)
ad-body: 11 a.m., 'Christ Over Death'; 6.30 p.m., 'Alive By Many Proofs.' Preacher, Rev. J. DOUGLAS SMITH, B.A. xyxy=(152,681,275,701)
service-ads xyxy=(13,615,139,915)
classified-ad xyxy=(150,709,276,768)
classified-ad xyxy=(150,483,276,529)
classified-ad xyxy=(288,254,414,306)
ad-title: N.E. VALLEY BAPTIST CHURCH. xyxy=(302,758,399,777)
ad-title: HIGHER THOUGHT CENTRE, xyxy=(445,634,531,653)
green-results xyxy=(562,118,688,978)
ad-title: CAVERSHAM PRESBYTERIAN CHURCH. xyxy=(155,390,271,409)
ad-title: WEDNESDAY, 10th APRIL. xyxy=(18,471,134,481)
article-text: Jack Tyree, who resides at 463 Cargill street, fell on the platform of the railway station this morning, and was admitted to the hospital suffering from head injuries. xyxy=(699,555,826,582)
ad-title: ST. CLAIR PRESBYTERIAN CHURCH. xyxy=(155,533,272,552)
ad-title: SOUTH DUNEDIN BAPTIST CHURCH. xyxy=(290,595,411,614)
divider xyxy=(699,407,825,410)
green-heading: ST. KILDA GREEN. xyxy=(589,894,661,901)
auction-ads xyxy=(13,46,139,591)
column-selje-founders xyxy=(832,30,969,1383)
classified-ad xyxy=(150,46,276,96)
article-text: The Riverton Meeting was opened in showery weather, before a good attendance. Results:— Hurdle Handicap, 14f.—Kahapai 1, Lancer 2, Gay Robin 3. Won by three lengths. Time, 2m 51s. Trial Handicap, 6f.—Cockpit 1, Night Jar 2, Kiltie 3. xyxy=(699,226,826,266)
divider xyxy=(974,354,1101,357)
ad-body: TOMORROW, TOMORROW, SPECIAL EASTER SERVICES. SPECIAL EASTER SERVICES. 11 a.m., 3 p.m., 7 p.m. Conducted by Captain and Mrs M. G. Thomas. 7—Evening Service—7. Special Service of Song entitled 'FROM THE PASSION TO THE RESURRECTION.' Visitors to the city are heartily invited to the 'home of a happy religion.' xyxy=(288,950,414,1003)
ad-title: CHURCH OF CHRIST. xyxy=(440,528,535,538)
classified-ad xyxy=(150,811,276,861)
green-heading: SECTION B. xyxy=(602,552,649,560)
article-text: RUGBY, March 28. The I'm Alone case has naturally directed attention to the convention 'respecting the regulation of the liquor traffic' between the British and United States Governments at Washington in 1924. In Article 1 of this document the principle that three miles constitutes the proper limit of territorial waters is affirmed. In Article 2 the British Government agrees to raise no objection to the boarding of British vessels outside territorial waters in order that inquiries may be addressed to those on board. xyxy=(973,270,1101,350)
classified-ad xyxy=(150,337,276,385)
classified-ad xyxy=(13,615,139,652)
ad-body: 11 a.m. and 6.30 p.m., SERVICES. xyxy=(167,551,260,558)
green-heading: DUNEDIN GREEN. xyxy=(590,117,660,125)
ad-body: MONDAY, 8th APRIL, 1929, At 12 o'clock Noon. At Rooms No. 138/136 High street, Dunedin. OTAGO PENINSULA PROPERTY. xyxy=(18,58,134,78)
credit-line: [Per United Press Association.] xyxy=(722,61,802,67)
classified-ad xyxy=(13,653,139,705)
columns xyxy=(8,30,1106,1383)
classified-ad xyxy=(150,1019,276,1094)
classified-ad xyxy=(150,222,276,281)
ad-title: ST. ANDREW'S CHURCH. xyxy=(158,192,269,202)
subheadline: VESSELS IN WIRELESS CALL. xyxy=(980,549,1095,557)
green-results-text: SECTION A. First Round.—F. Watson and D. Bennie (Balmacewen) 25, A. Blackwood and E. Bell (Caversham) 10; T. Potts and J. T. Robertson (Anderson's Bay) 14, J. Martin and F. Edwards (St. Kilda) 13; T. M'Lellan and S. Lawson (Taieri) 18, R. Cross and S. Stevenson (Kaikorai) 17. Second Round.—Edwards 15, Bell 14; Stevenson 18, Lawson 12; Edwards 11, Robertson 10. xyxy=(562,254,689,314)
ad-title: SOUTH DUNEDIN PRESBYTERIAN CHURCH. xyxy=(155,444,271,463)
credit-line: (British Official Wireless.) Press Association—By Telegraph—Copyright. xyxy=(975,377,1099,390)
ad-title: COLUMBA PRESBYTERIAN CHURCH, LOWER YORK PLACE. xyxy=(154,340,273,368)
headline: AMATEUR GOLF xyxy=(863,167,936,178)
ad-body: 6.30, Holy Communion. 7.30 (Choral); 11, Choral Eucharist; 3.30, Children's Service; 6.30, Evening Service. xyxy=(155,883,272,903)
classified-ad xyxy=(13,205,139,262)
classified-ad xyxy=(13,85,139,203)
ad-title: PORT CHALMERS Methodist Church. xyxy=(288,486,414,505)
subheadline: SHIPPING TELEGRAMS. xyxy=(991,616,1084,624)
ad-body: 11 a.m., Rev. GORDON PATERSON. Farewell Service. 6.30 p.m., Mr BRAMWELL SCOTT. An Easter Tableau, 'The Risen Christ.' Solo and Quartettes by the Choir. xyxy=(287,274,414,301)
ad-title: THE SALVATION ARMY. xyxy=(299,858,402,868)
ad-body: Subject: 'COURT WEEK IN HEAVEN.' Hear this remarkable prophecy. xyxy=(429,611,547,625)
green-results-text: SECTION A. First Round.—E. F. Wilson, J. W. Pater (Caversham) 24, A. Dolling and A. J. Dolling (Caledonian) 10; S. Wood and C. Anderson (Roslyn) 19, A. and J. Burleigh (Northeast Valley) 16; T. Todd and J. Darling (St. Kilda) 12, J. Smith and J. Finn (Roslyn) 19. Second Round.—Anderson 24, Dolling 7; Paxton 18, Darling 14; Burleigh 17, Finn 8. xyxy=(562,127,689,180)
classified-ad xyxy=(13,46,139,83)
divider xyxy=(837,159,963,162)
ad-body: —Holy Communion, 7 and 8 a.m.; Holy Eucharist, 11 a.m.; 'Christ Our Life'; Children's Service, 2.30 p.m.; Evensong, 6.30, 'The Risen Christ.' Rev. W. H. MARSHALL. xyxy=(151,931,276,958)
ad-title: MAORI HILL PRESBYTERIAN CHURCH. xyxy=(155,485,271,504)
divider xyxy=(974,209,1101,212)
newspaper-title: THE EVENING STAR, SATURDAY, MARCH 30, 1929. xyxy=(385,8,729,23)
ad-title: CHRISTADELPHIAN ROOMS xyxy=(14,617,138,627)
ad-title: TRINITY METHODIST CHURCH, STUART STREET. xyxy=(290,134,411,153)
headline: EMPIRE MIGRATION xyxy=(993,445,1082,456)
article-text: J. A. Mangan (Leonards) beat C. M. Wight (St. Clair), 4 and 3. A. B. M'Lennan (Roslyn) beat J. G. Dick (Otago), 2 up. C. W. Bagley (Otago) beat J. E. M'Intyre (St. Clair), at the 19th. G. F. Barnett (Otago) beat B. C. Haggitt (Otago) at the 19th. xyxy=(973,655,1101,695)
classified-ad xyxy=(150,910,276,962)
ad-title: TUESDAY, 9th APRIL. xyxy=(29,208,124,218)
